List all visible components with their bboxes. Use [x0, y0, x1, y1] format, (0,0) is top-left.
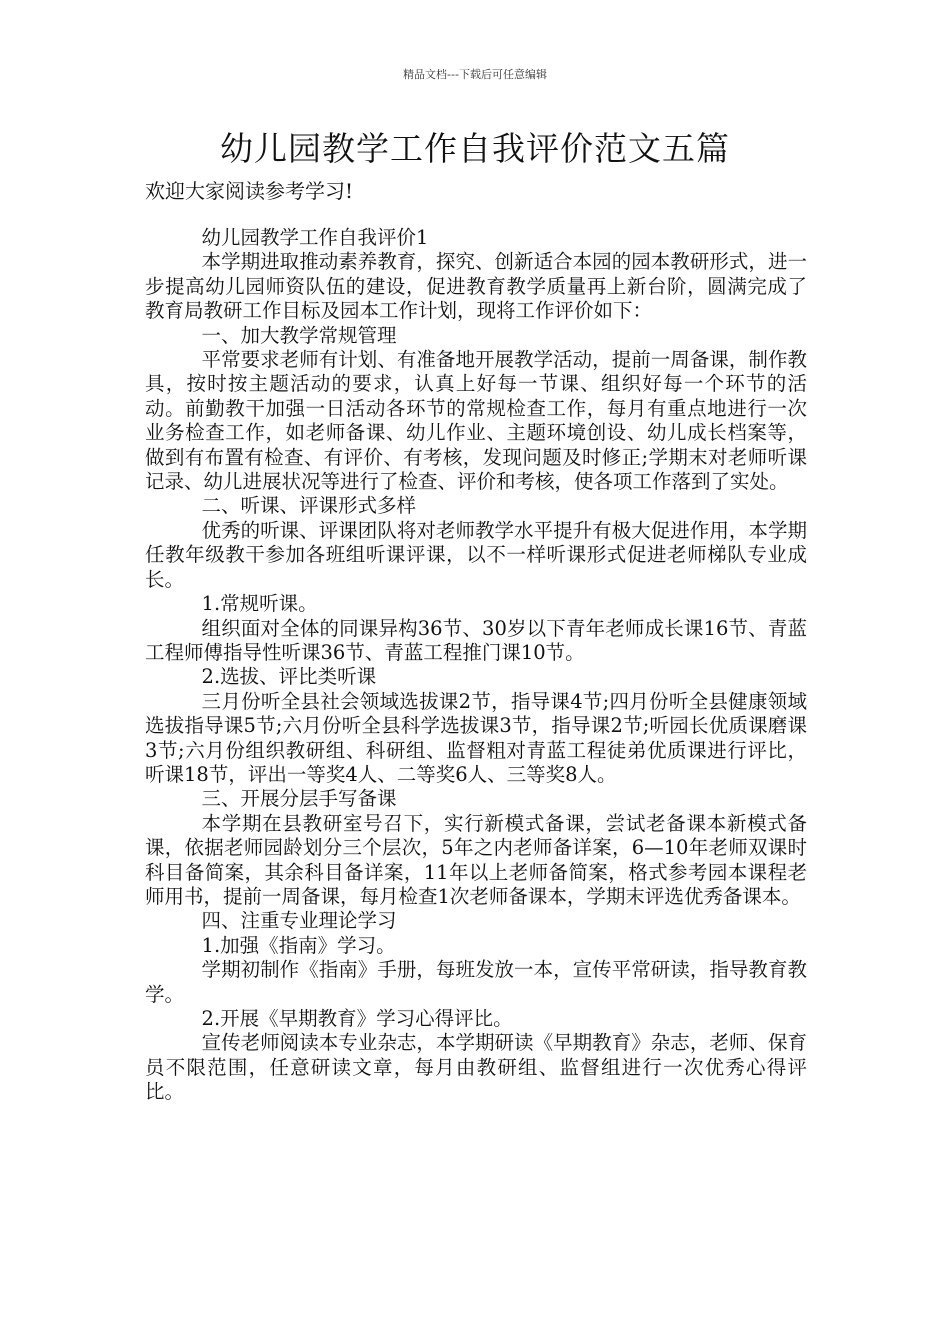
section-heading: 四、注重专业理论学习	[201, 909, 397, 933]
header-note: 精品文档---下载后可任意编辑	[403, 68, 547, 81]
body-paragraph: 本学期进取推动素养教育，探究、创新适合本园的园本教研形式，进一步提高幼儿园师资队伍的建设，促进教育教学质量再上新台阶，圆满完成了教育局教研工作目标及园本工作计划，现将工作评价如下：	[145, 250, 807, 323]
body-paragraph: 组织面对全体的同课异构36节、30岁以下青年老师成长课16节、青蓝工程师傅指导性听课36节、青蓝工程推门课10节。	[145, 616, 807, 664]
greeting-line: 欢迎大家阅读参考学习!	[145, 179, 354, 203]
section-heading: 三、开展分层手写备课	[201, 787, 397, 811]
sub-heading: 2.开展《早期教育》学习心得评比。	[201, 1007, 513, 1030]
document-body	[145, 226, 807, 1105]
body-paragraph: 优秀的听课、评课团队将对老师教学水平提升有极大促进作用，本学期任教年级教干参加各班组听课评课，以不一样听课形式促进老师梯队专业成长。	[145, 518, 807, 591]
sub-heading: 1.常规听课。	[201, 592, 318, 616]
document-title: 幼儿园教学工作自我评价范文五篇	[220, 129, 730, 168]
sub-heading: 1.加强《指南》学习。	[201, 933, 396, 957]
body-paragraph: 学期初制作《指南》手册，每班发放一本，宣传平常研读，指导教育教学。	[145, 958, 807, 1006]
sub-heading: 2.选拔、评比类听课	[201, 665, 377, 689]
body-paragraph: 本学期在县教研室号召下，实行新模式备课，尝试老备课本新模式备课，依据老师园龄划分三个层次，5年之内老师备详案，6—10年老师双课时科目备简案，其余科目备详案，11年以上老师备简案，格式参考园本课程老师用书，提前一周备课，每月检查1次老师备课本，学期末评选优秀备课本。	[145, 811, 807, 908]
section-heading: 二、听课、评课形式多样	[201, 494, 417, 518]
section-heading: 一、加大教学常规管理	[201, 323, 397, 347]
body-paragraph: 平常要求老师有计划、有准备地开展教学活动，提前一周备课，制作教具，按时按主题活动的要求，认真上好每一节课、组织好每一个环节的活动。前勤教干加强一日活动各环节的常规检查工作，每月有重点地进行一次业务检查工作，如老师备课、幼儿作业、主题环境创设、幼儿成长档案等，做到有布置有检查、有评价、有考核，发现问题及时修正;学期末对老师听课记录、幼儿进展状况等进行了检查、评价和考核，使各项工作落到了实处。	[145, 348, 807, 494]
body-paragraph: 宣传老师阅读本专业杂志，本学期研读《早期教育》杂志，老师、保育员不限范围，任意研读文章，每月由教研组、监督组进行一次优秀心得评比。	[145, 1031, 807, 1104]
section-heading: 幼儿园教学工作自我评价1	[201, 226, 429, 249]
body-paragraph: 三月份听全县社会领域选拔课2节，指导课4节;四月份听全县健康领域选拔指导课5节;六月份听全县科学选拔课3节，指导课2节;听园长优质课磨课3节;六月份组织教研组、科研组、监督粗对青蓝工程徒弟优质课进行评比，听课18节，评出一等奖4人、二等奖6人、三等奖8人。	[145, 689, 807, 786]
